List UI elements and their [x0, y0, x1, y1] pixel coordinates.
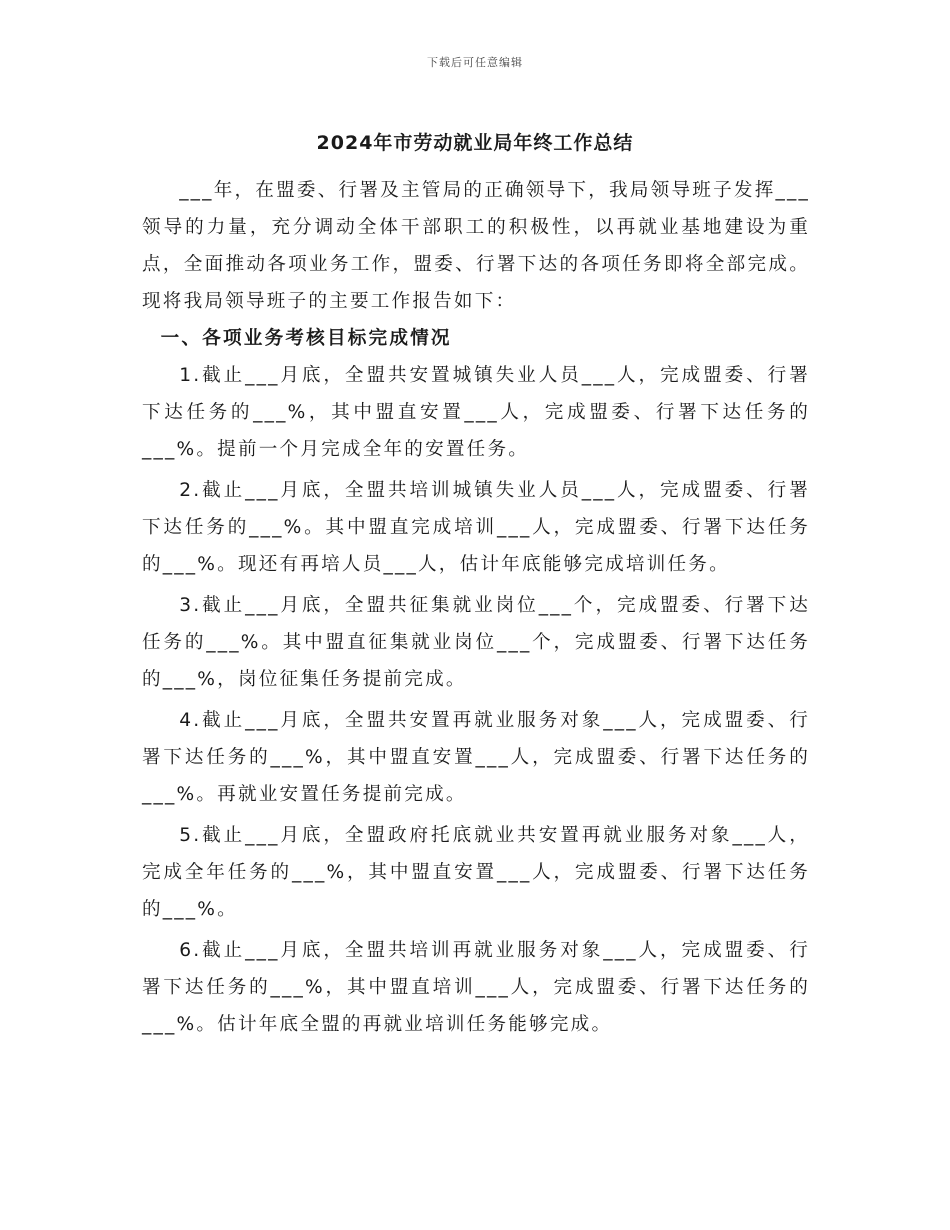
- item-list: [142, 357, 810, 1043]
- section-heading: 一、各项业务考核目标完成情况: [160, 328, 452, 349]
- list-item: 1.截止___月底，全盟共安置城镇失业人员___人，完成盟委、行署下达任务的___%，其中盟直安置___人，完成盟委、行署下达任务的___%。提前一个月完成全年的安置任务。: [142, 365, 810, 460]
- list-item: 6.截止___月底，全盟共培训再就业服务对象___人，完成盟委、行署下达任务的___%，其中盟直培训___人，完成盟委、行署下达任务的___%。估计年底全盟的再就业培训任务能够完成。: [142, 940, 810, 1035]
- intro-paragraph: ___年，在盟委、行署及主管局的正确领导下，我局领导班子发挥___领导的力量，充分调动全体干部职工的积极性，以再就业基地建设为重点，全面推动各项业务工作，盟委、行署下达的各项任务即将全部完成。现将我局领导班子的主要工作报告如下：: [142, 180, 810, 312]
- list-item: 5.截止___月底，全盟政府托底就业共安置再就业服务对象___人，完成全年任务的___%，其中盟直安置___人，完成盟委、行署下达任务的___%。: [142, 825, 810, 920]
- list-item: 3.截止___月底，全盟共征集就业岗位___个，完成盟委、行署下达任务的___%。其中盟直征集就业岗位___个，完成盟委、行署下达任务的___%，岗位征集任务提前完成。: [142, 595, 810, 690]
- document-body: [142, 172, 810, 1043]
- document-title: 2024年市劳动就业局年终工作总结: [316, 132, 634, 154]
- list-item: 4.截止___月底，全盟共安置再就业服务对象___人，完成盟委、行署下达任务的___%，其中盟直安置___人，完成盟委、行署下达任务的___%。再就业安置任务提前完成。: [142, 710, 810, 805]
- list-item: 2.截止___月底，全盟共培训城镇失业人员___人，完成盟委、行署下达任务的___%。其中盟直完成培训___人，完成盟委、行署下达任务的___%。现还有再培人员___人，估计年底能够完成培训任务。: [142, 480, 810, 575]
- header-note: 下载后可任意编辑: [427, 56, 523, 69]
